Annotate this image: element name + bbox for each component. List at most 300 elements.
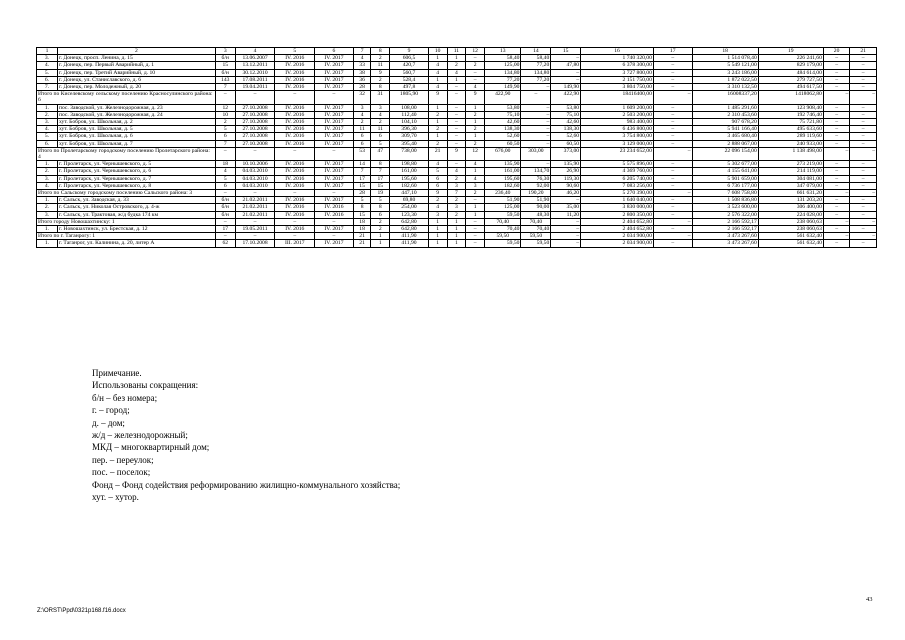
table-cell: – <box>315 91 354 104</box>
header-cell: 13 <box>485 48 521 55</box>
table-cell: 26,90 <box>551 168 581 175</box>
table-cell: 11 <box>371 126 390 133</box>
table-cell: – <box>521 119 551 126</box>
table-cell: – <box>521 91 551 104</box>
file-path: Z:\ORST\Ppd\0321p168.f16.docx <box>37 608 126 614</box>
address-cell: г. Пролетарск, ул. Чернышевского, д. 6 <box>57 168 215 175</box>
table-cell: 28 <box>353 84 371 91</box>
table-cell: 2 404 652,80 <box>581 226 654 233</box>
subtotal-label: Итого по г. Таганрогу: 1 <box>37 233 216 240</box>
table-cell: – <box>653 84 692 91</box>
table-cell: 2 034 900,00 <box>581 240 654 247</box>
table-cell: 77,20 <box>521 76 551 83</box>
table-cell: 70,40 <box>485 226 521 233</box>
table-cell: 4 <box>371 111 390 118</box>
table-cell: 2 <box>466 111 485 118</box>
table-cell: IV. 2016 <box>275 182 315 189</box>
table-cell: 17.08.2011 <box>235 76 275 83</box>
table-cell: – <box>447 161 466 168</box>
table-cell: 6 <box>215 133 235 140</box>
table-cell: 17.10.2008 <box>235 240 275 247</box>
table-cell: – <box>850 62 877 69</box>
table-cell: 3 <box>353 104 371 111</box>
table-cell: – <box>823 218 849 225</box>
table-cell: 289 119,60 <box>758 133 823 140</box>
table-cell: 4 <box>466 161 485 168</box>
table-cell: 4 <box>428 69 447 76</box>
table-cell: 1 485 291,60 <box>692 104 758 111</box>
table-cell: – <box>466 240 485 247</box>
table-cell: – <box>653 104 692 111</box>
table-cell: 2 <box>428 111 447 118</box>
table-cell: 1 138 498,00 <box>758 147 823 160</box>
table-cell: 9 <box>466 91 485 104</box>
table-cell: 303,00 <box>521 147 551 160</box>
table-row <box>37 182 877 189</box>
table-cell: – <box>275 233 315 240</box>
table-cell: – <box>653 91 692 104</box>
table-cell: – <box>823 226 849 233</box>
table-cell: 4 <box>353 111 371 118</box>
subtotal-row <box>37 233 877 240</box>
table-cell: 42,60 <box>551 119 581 126</box>
table-cell: 306 400,00 <box>758 204 823 211</box>
table-cell: – <box>653 240 692 247</box>
header-cell: 2 <box>57 48 215 55</box>
table-cell: 6 <box>371 211 390 218</box>
table-cell: 59,50 <box>485 240 521 247</box>
table-cell: – <box>850 218 877 225</box>
table-cell: 27.10.2008 <box>235 104 275 111</box>
table-cell: – <box>653 204 692 211</box>
table-cell: 7 608 758,80 <box>692 190 758 197</box>
table-cell: 5. <box>37 133 58 140</box>
table-cell: 75 721,80 <box>758 119 823 126</box>
table-cell: 4 <box>447 69 466 76</box>
table-cell: 1 <box>466 211 485 218</box>
table-cell: – <box>850 233 877 240</box>
header-cell: 15 <box>551 48 581 55</box>
notes-lines <box>92 379 400 503</box>
table-cell: 69,80 <box>390 197 429 204</box>
table-cell: – <box>850 190 877 197</box>
header-cell: 19 <box>758 48 823 55</box>
table-cell: 3 310 132,50 <box>692 84 758 91</box>
table-cell: 16008337,20 <box>692 91 758 104</box>
table-cell: 1418062,80 <box>758 91 823 104</box>
table-cell: – <box>551 69 581 76</box>
table-cell: 2 888 067,00 <box>692 140 758 147</box>
table-cell: – <box>850 133 877 140</box>
subtotal-row <box>37 218 877 225</box>
table-cell: – <box>823 69 849 76</box>
table-cell: 224 028,00 <box>758 211 823 218</box>
table-cell: 1 <box>447 55 466 62</box>
table-cell: 422,90 <box>485 91 521 104</box>
table-cell: 149,90 <box>485 84 521 91</box>
table-cell: 447,10 <box>390 190 429 197</box>
table-cell: 5 575 896,00 <box>581 161 654 168</box>
note-line: пос. – поселок; <box>92 467 151 478</box>
table-cell: 36 <box>353 76 371 83</box>
header-cell: 5 <box>275 48 315 55</box>
table-cell: – <box>850 161 877 168</box>
table-cell: 8 <box>371 161 390 168</box>
table-cell: 149,90 <box>551 84 581 91</box>
table-cell: 21 <box>353 240 371 247</box>
table-cell: IV. 2016 <box>275 62 315 69</box>
table-cell: 309,70 <box>390 133 429 140</box>
table-cell: 28 <box>353 190 371 197</box>
header-cell: 10 <box>428 48 447 55</box>
table-cell: 7 <box>215 140 235 147</box>
table-row <box>37 62 877 69</box>
table-cell: IV. 2017 <box>315 84 354 91</box>
note-line: Фонд – Фонд содействия реформированию жилищно-коммунального хозяйства; <box>92 479 401 490</box>
table-cell: – <box>551 197 581 204</box>
table-cell: 4 <box>466 84 485 91</box>
table-cell: 4. <box>37 126 58 133</box>
table-cell: 27.10.2008 <box>235 140 275 147</box>
table-cell: 6 <box>428 175 447 182</box>
header-cell: 17 <box>653 48 692 55</box>
table-cell: 5 <box>428 168 447 175</box>
table-cell: 1 <box>428 55 447 62</box>
table-cell: IV. 2017 <box>315 133 354 140</box>
table-cell: – <box>850 182 877 189</box>
table-cell: 1 <box>447 218 466 225</box>
table-cell: – <box>447 104 466 111</box>
header-row <box>37 48 877 55</box>
table-cell: 8 <box>353 204 371 211</box>
table-cell: 738,00 <box>390 147 429 160</box>
table-cell: 47 <box>371 147 390 160</box>
table-cell: 2 <box>371 55 390 62</box>
table-cell: 1 508 836,80 <box>692 197 758 204</box>
table-cell: 1 <box>466 168 485 175</box>
table-cell: – <box>823 233 849 240</box>
table-cell: – <box>850 211 877 218</box>
table-cell: 11,20 <box>551 211 581 218</box>
table-cell: 422,90 <box>551 91 581 104</box>
subtotal-row <box>37 91 877 104</box>
table-cell: 560,7 <box>390 69 429 76</box>
subtotal-label: Итого по Киселевскому сельскому поселению Красносулинского района: 6 <box>37 91 216 104</box>
table-cell: 495 633,60 <box>758 126 823 133</box>
table-cell: 2 <box>353 119 371 126</box>
table-cell: 561 632,40 <box>758 240 823 247</box>
table-cell: 1 <box>428 76 447 83</box>
table-cell: – <box>521 84 551 91</box>
table-cell: 19.05.2011 <box>235 226 275 233</box>
table-cell: IV. 2017 <box>315 197 354 204</box>
table-cell: 6 <box>353 140 371 147</box>
table-cell: – <box>466 69 485 76</box>
table-cell: 2 <box>371 76 390 83</box>
table-cell: 53,80 <box>485 104 521 111</box>
table-cell: 1 <box>428 233 447 240</box>
table-cell: 04.03.2010 <box>235 168 275 175</box>
table-cell: 5 302 677,00 <box>692 161 758 168</box>
table-cell: 60,50 <box>485 140 521 147</box>
address-cell: г. Таганрог, ул. Калинина, д. 20, литер А <box>57 240 215 247</box>
table-cell: 12 <box>215 104 235 111</box>
table-cell: 17 <box>371 175 390 182</box>
address-cell: хут. Бобров, ул. Школьная, д. 5 <box>57 126 215 133</box>
table-cell: 1 <box>466 133 485 140</box>
table-cell: – <box>653 226 692 233</box>
table-cell: 3 243 186,00 <box>692 69 758 76</box>
table-cell: 1 <box>447 76 466 83</box>
table-cell: – <box>823 84 849 91</box>
table-cell: 21.02.2011 <box>235 211 275 218</box>
table-cell: 4 155 641,00 <box>692 168 758 175</box>
address-cell: пос. Заводской, ул. Железнодорожная, д. 23 <box>57 104 215 111</box>
table-cell: – <box>653 55 692 62</box>
table-cell: 14 <box>353 161 371 168</box>
table-cell: 3 754 800,00 <box>581 133 654 140</box>
table-cell: – <box>466 76 485 83</box>
table-cell: – <box>653 233 692 240</box>
table-cell: 19 <box>371 190 390 197</box>
table-cell: 7 <box>215 84 235 91</box>
table-cell: 2 <box>428 197 447 204</box>
table-cell: – <box>215 147 235 160</box>
table-cell: – <box>275 147 315 160</box>
table-cell: 58,40 <box>485 55 521 62</box>
table-cell: 3 <box>428 211 447 218</box>
table-cell: 4 <box>447 168 466 175</box>
table-cell: 2 310 453,60 <box>692 111 758 118</box>
table-cell: 192 746,40 <box>758 111 823 118</box>
table-cell: 15 <box>353 182 371 189</box>
table-row <box>37 126 877 133</box>
table-cell: – <box>850 147 877 160</box>
table-cell: 2 <box>447 197 466 204</box>
table-cell: 2 <box>371 226 390 233</box>
table-cell: – <box>823 119 849 126</box>
table-cell: б/н <box>215 211 235 218</box>
table-cell: – <box>653 126 692 133</box>
table-cell: 7. <box>37 84 58 91</box>
table-row <box>37 111 877 118</box>
table-cell: 27.10.2008 <box>235 126 275 133</box>
header-cell: 4 <box>235 48 275 55</box>
table-cell: IV. 2016 <box>315 204 354 211</box>
table-cell: – <box>823 197 849 204</box>
table-cell: – <box>521 133 551 140</box>
address-cell: г. Донецк, пер. Молодежный, д. 20 <box>57 84 215 91</box>
header-cell: 1 <box>37 48 58 55</box>
table-cell: – <box>466 218 485 225</box>
table-cell: 70,40 <box>521 226 551 233</box>
table-cell: 8 <box>371 84 390 91</box>
header-cell: 16 <box>581 48 654 55</box>
table-cell: 1 <box>466 119 485 126</box>
table-cell: – <box>551 240 581 247</box>
table-cell: – <box>551 233 581 240</box>
table-cell: – <box>823 76 849 83</box>
table-cell: 1 609 200,00 <box>581 104 654 111</box>
table-cell: 134,80 <box>521 69 551 76</box>
table-cell: 125,00 <box>485 62 521 69</box>
table-cell: IV. 2016 <box>315 211 354 218</box>
table-cell: – <box>551 76 581 83</box>
table-cell: IV. 2017 <box>315 140 354 147</box>
table-cell: 70,40 <box>521 218 551 225</box>
table-cell: – <box>447 119 466 126</box>
table-cell: – <box>447 126 466 133</box>
header-cell: 18 <box>692 48 758 55</box>
table-cell: 3 727 800,00 <box>581 69 654 76</box>
header-cell: 12 <box>466 48 485 55</box>
table-cell: 58,40 <box>521 55 551 62</box>
table-cell: 3 <box>447 204 466 211</box>
note-line: хут. – хутор. <box>92 492 139 503</box>
table-cell: 04.03.2010 <box>235 175 275 182</box>
table-cell: 4 <box>353 55 371 62</box>
header-cell: 3 <box>215 48 235 55</box>
table-cell: 59,50 <box>485 211 521 218</box>
table-cell: 907 678,20 <box>692 119 758 126</box>
table-cell: 5 <box>215 175 235 182</box>
table-cell: 497,8 <box>390 84 429 91</box>
table-cell: – <box>235 91 275 104</box>
table-cell: 2 800 350,00 <box>581 211 654 218</box>
table-cell: 6 <box>215 182 235 189</box>
table-cell: 4 <box>428 84 447 91</box>
table-cell: – <box>850 111 877 118</box>
table-cell: 18 <box>215 161 235 168</box>
table-cell: 2 034 900,00 <box>581 233 654 240</box>
table-cell: IV. 2016 <box>275 55 315 62</box>
table-cell: 2 <box>428 126 447 133</box>
header-cell: 8 <box>371 48 390 55</box>
table-cell: 5 549 121,00 <box>692 62 758 69</box>
table-cell: IV. 2017 <box>315 240 354 247</box>
table-cell: 9 <box>447 147 466 160</box>
table-cell: 33 <box>353 62 371 69</box>
table-cell: 2 <box>371 119 390 126</box>
table-cell: 135,90 <box>485 161 521 168</box>
table-cell: 1 <box>447 233 466 240</box>
table-cell: 11 <box>371 62 390 69</box>
table-cell: IV. 2016 <box>275 175 315 182</box>
table-cell: 59,50 <box>521 240 551 247</box>
table-cell: 3 523 600,00 <box>692 204 758 211</box>
header-cell: 11 <box>447 48 466 55</box>
table-cell: 10.10.2006 <box>235 161 275 168</box>
table-cell: 1. <box>37 161 58 168</box>
table-cell: 2 <box>371 218 390 225</box>
table-cell: 92,00 <box>521 182 551 189</box>
table-cell: 642,80 <box>390 218 429 225</box>
address-cell: г. Донецк, пер. Первый Аварийный, д. 1 <box>57 62 215 69</box>
table-cell: – <box>653 147 692 160</box>
table-cell: 3 465 680,40 <box>692 133 758 140</box>
table-cell: – <box>653 119 692 126</box>
table-cell: 31 <box>371 91 390 104</box>
table-cell: IV. 2017 <box>315 119 354 126</box>
table-cell: 75,10 <box>485 111 521 118</box>
table-cell: – <box>850 76 877 83</box>
table-cell: 396,30 <box>390 126 429 133</box>
table-cell: 134,70 <box>521 168 551 175</box>
table-cell: 5 941 166,40 <box>692 126 758 133</box>
table-cell: 1. <box>37 240 58 247</box>
table-cell: IV. 2017 <box>315 182 354 189</box>
table-cell: 2 166 592,17 <box>692 218 758 225</box>
table-cell: – <box>850 197 877 204</box>
table-cell: – <box>235 233 275 240</box>
table-cell: 2 503 200,00 <box>581 111 654 118</box>
address-cell: г. Сальск, ул. Заводская, д. 33 <box>57 197 215 204</box>
table-cell: 6. <box>37 140 58 147</box>
table-cell: – <box>551 226 581 233</box>
table-cell: 1 <box>371 233 390 240</box>
note-line: б/н – без номера; <box>92 392 158 403</box>
table-row <box>37 240 877 247</box>
note-line: д. – дом; <box>92 417 125 428</box>
note-line: пер. – переулок; <box>92 454 154 465</box>
table-cell: 2 <box>215 119 235 126</box>
table-cell: 226 241,60 <box>758 55 823 62</box>
table-cell: 2 <box>466 140 485 147</box>
table-cell: 214 119,00 <box>758 168 823 175</box>
table-cell: б/н <box>215 197 235 204</box>
table-cell: 198,80 <box>390 161 429 168</box>
table-cell: 6 <box>353 133 371 140</box>
table-cell: 134,80 <box>485 69 521 76</box>
table-cell: 7 <box>447 190 466 197</box>
address-cell: г. Сальск, ул. Трактовая, ж/д будка 174 км <box>57 211 215 218</box>
table-cell: 304 081,00 <box>758 175 823 182</box>
subtotal-row <box>37 147 877 160</box>
table-cell: – <box>521 111 551 118</box>
table-cell: IV. 2016 <box>275 76 315 83</box>
table-cell: 42,60 <box>485 119 521 126</box>
table-cell: 5 <box>371 140 390 147</box>
table-cell: IV. 2016 <box>275 197 315 204</box>
table-cell: 606,5 <box>390 55 429 62</box>
address-cell: г. Донецк, ул. Станиславского, д. 6 <box>57 76 215 83</box>
table-cell: 236,40 <box>485 190 521 197</box>
table-row <box>37 168 877 175</box>
header-cell: 6 <box>315 48 354 55</box>
resettlement-table <box>36 47 877 248</box>
table-cell: 3 473 267,60 <box>692 233 758 240</box>
table-cell: – <box>447 91 466 104</box>
address-cell: г. Новошахтинск, ул. Брестская, д. 12 <box>57 226 215 233</box>
table-cell: 138,30 <box>485 126 521 133</box>
table-cell: 240 933,00 <box>758 140 823 147</box>
subtotal-label: Итого городу Новошахтинску: 1 <box>37 218 216 225</box>
table-cell: 1. <box>37 226 58 233</box>
table-cell: 3 <box>447 182 466 189</box>
table-cell: – <box>823 140 849 147</box>
note-line: МКД – многоквартирный дом; <box>92 442 210 453</box>
table-cell: – <box>850 168 877 175</box>
table-cell: 123,30 <box>390 211 429 218</box>
table-cell: IV. 2016 <box>275 126 315 133</box>
table-cell: 1 640 040,00 <box>581 197 654 204</box>
table-cell: 48,30 <box>521 211 551 218</box>
table-cell: 7 <box>371 168 390 175</box>
table-cell: IV. 2017 <box>315 126 354 133</box>
table-cell: – <box>823 175 849 182</box>
table-cell: – <box>850 240 877 247</box>
table-cell: 1 <box>447 226 466 233</box>
